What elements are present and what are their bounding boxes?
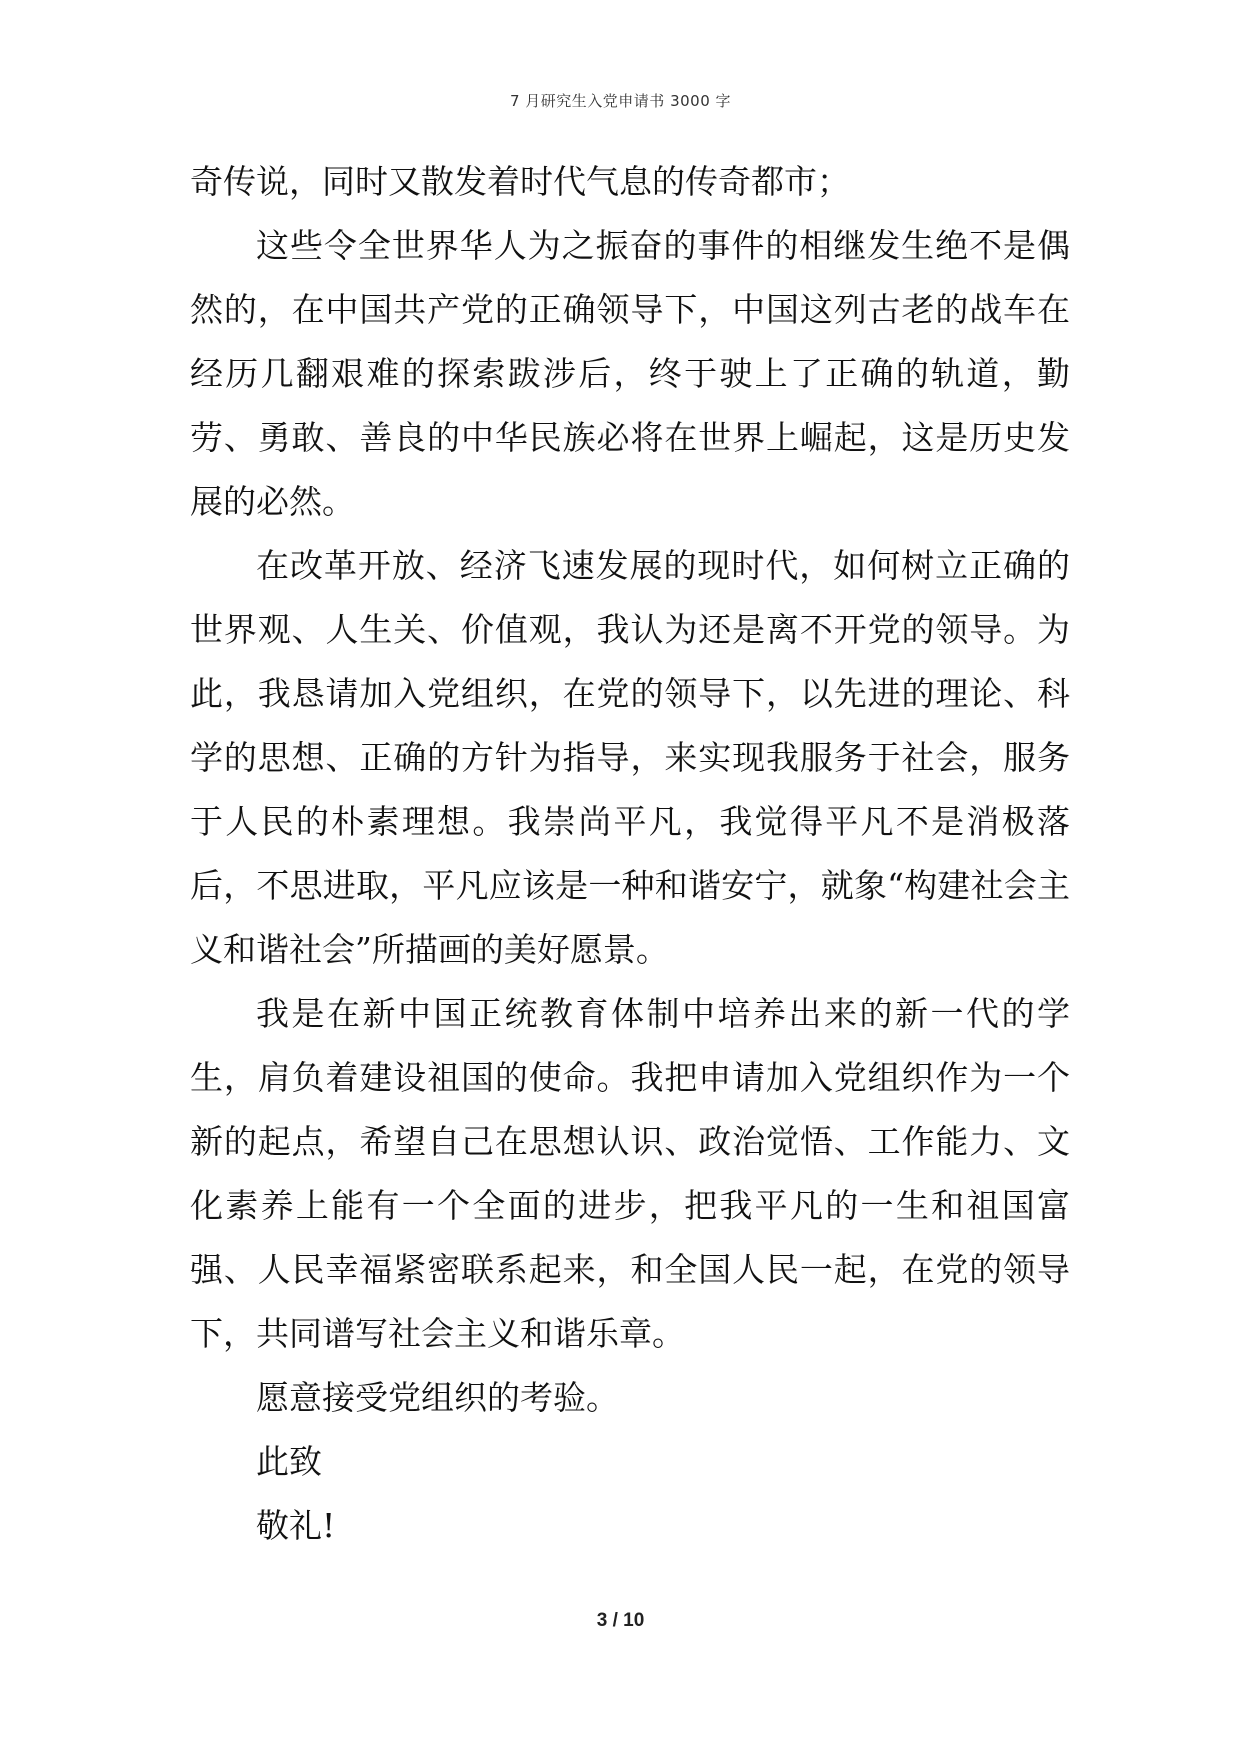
- page-number: 3 / 10: [596, 1610, 645, 1631]
- closing-regards: 敬礼!: [256, 1506, 336, 1545]
- closing-salutation: 此致: [256, 1442, 322, 1481]
- paragraph-continuation: 奇传说，同时又散发着时代气息的传奇都市；: [190, 162, 850, 201]
- paragraph: 我是在新中国正统教育体制中培养出来的新一代的学生，肩负着建设祖国的使命。我把申请加入党组织作为一个新的起点，希望自己在思想认识、政治觉悟、工作能力、文化素养上能有一个全面的进步，把我平凡的一生和祖国富强、人民幸福紧密联系起来，和全国人民一起，在党的领导下，共同谱写社会主义和谐乐章。: [190, 994, 1070, 1353]
- paragraph: 在改革开放、经济飞速发展的现时代，如何树立正确的世界观、人生关、价值观，我认为还是离不开党的领导。为此，我恳请加入党组织，在党的领导下，以先进的理论、科学的思想、正确的方针为指导，来实现我服务于社会，服务于人民的朴素理想。我崇尚平凡，我觉得平凡不是消极落后，不思进取，平凡应该是一种和谐安宁，就象“构建社会主义和谐社会”所描画的美好愿景。: [190, 546, 1070, 969]
- paragraph: 愿意接受党组织的考验。: [256, 1378, 619, 1417]
- paragraph: 这些令全世界华人为之振奋的事件的相继发生绝不是偶然的，在中国共产党的正确领导下，中国这列古老的战车在经历几翻艰难的探索跋涉后，终于驶上了正确的轨道，勤劳、勇敢、善良的中华民族必将在世界上崛起，这是历史发展的必然。: [190, 226, 1070, 521]
- page-header: 7 月研究生入党申请书 3000 字: [509, 92, 732, 110]
- body-text: [190, 150, 1070, 1558]
